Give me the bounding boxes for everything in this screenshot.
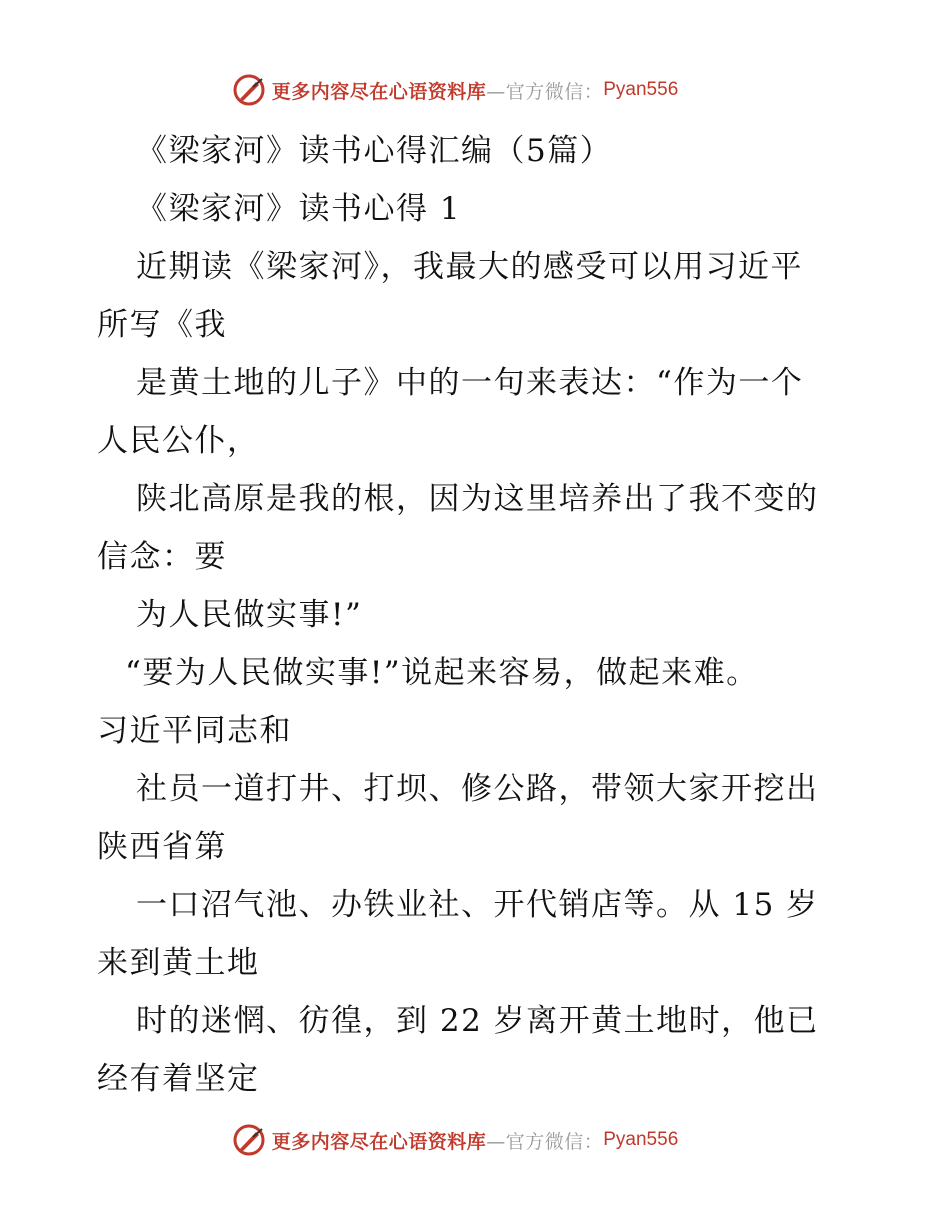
text-line: 所写《我 — [97, 307, 227, 343]
banner-sub-text: —官方微信： — [486, 80, 604, 103]
text-line: 时的迷惘、彷徨，到 22 岁离开黄土地时，他已 — [136, 1003, 819, 1039]
footer-banner — [0, 1120, 950, 1160]
text-line: “要为人民做实事!”说起来容易，做起来难。 — [125, 655, 759, 691]
banner-wechat-id: Pyan556 — [603, 1129, 679, 1150]
text-line: 一口沼气池、办铁业社、开代销店等。从 15 岁 — [136, 887, 819, 923]
text-line: 陕北高原是我的根，因为这里培养出了我不变的 — [136, 481, 819, 517]
quill-pen-logo-icon — [232, 1123, 266, 1157]
text-line: 为人民做实事!” — [136, 597, 363, 633]
quill-pen-logo-icon — [232, 73, 266, 107]
text-line: 陕西省第 — [97, 829, 227, 865]
text-line: 习近平同志和 — [97, 713, 292, 749]
text-line: 人民公仆， — [97, 423, 260, 459]
text-line: 社员一道打井、打坝、修公路，带领大家开挖出 — [136, 771, 819, 807]
banner-main-text: 更多内容尽在心语资料库 — [271, 1130, 487, 1153]
text-line: 信念：要 — [97, 539, 227, 575]
document-title: 《梁家河》读书心得汇编（5篇） — [136, 133, 613, 169]
section-heading: 《梁家河》读书心得 1 — [136, 191, 462, 227]
text-line: 经有着坚定 — [97, 1061, 260, 1097]
text-line: 来到黄土地 — [97, 945, 260, 981]
document-body — [97, 122, 857, 1108]
text-line: 是黄土地的儿子》中的一句来表达：“作为一个 — [136, 365, 804, 401]
banner-sub-text: —官方微信： — [486, 1130, 604, 1153]
banner-main-text: 更多内容尽在心语资料库 — [271, 80, 487, 103]
text-line: 近期读《梁家河》，我最大的感受可以用习近平 — [136, 249, 803, 285]
header-banner — [0, 70, 950, 110]
banner-wechat-id: Pyan556 — [603, 79, 679, 100]
